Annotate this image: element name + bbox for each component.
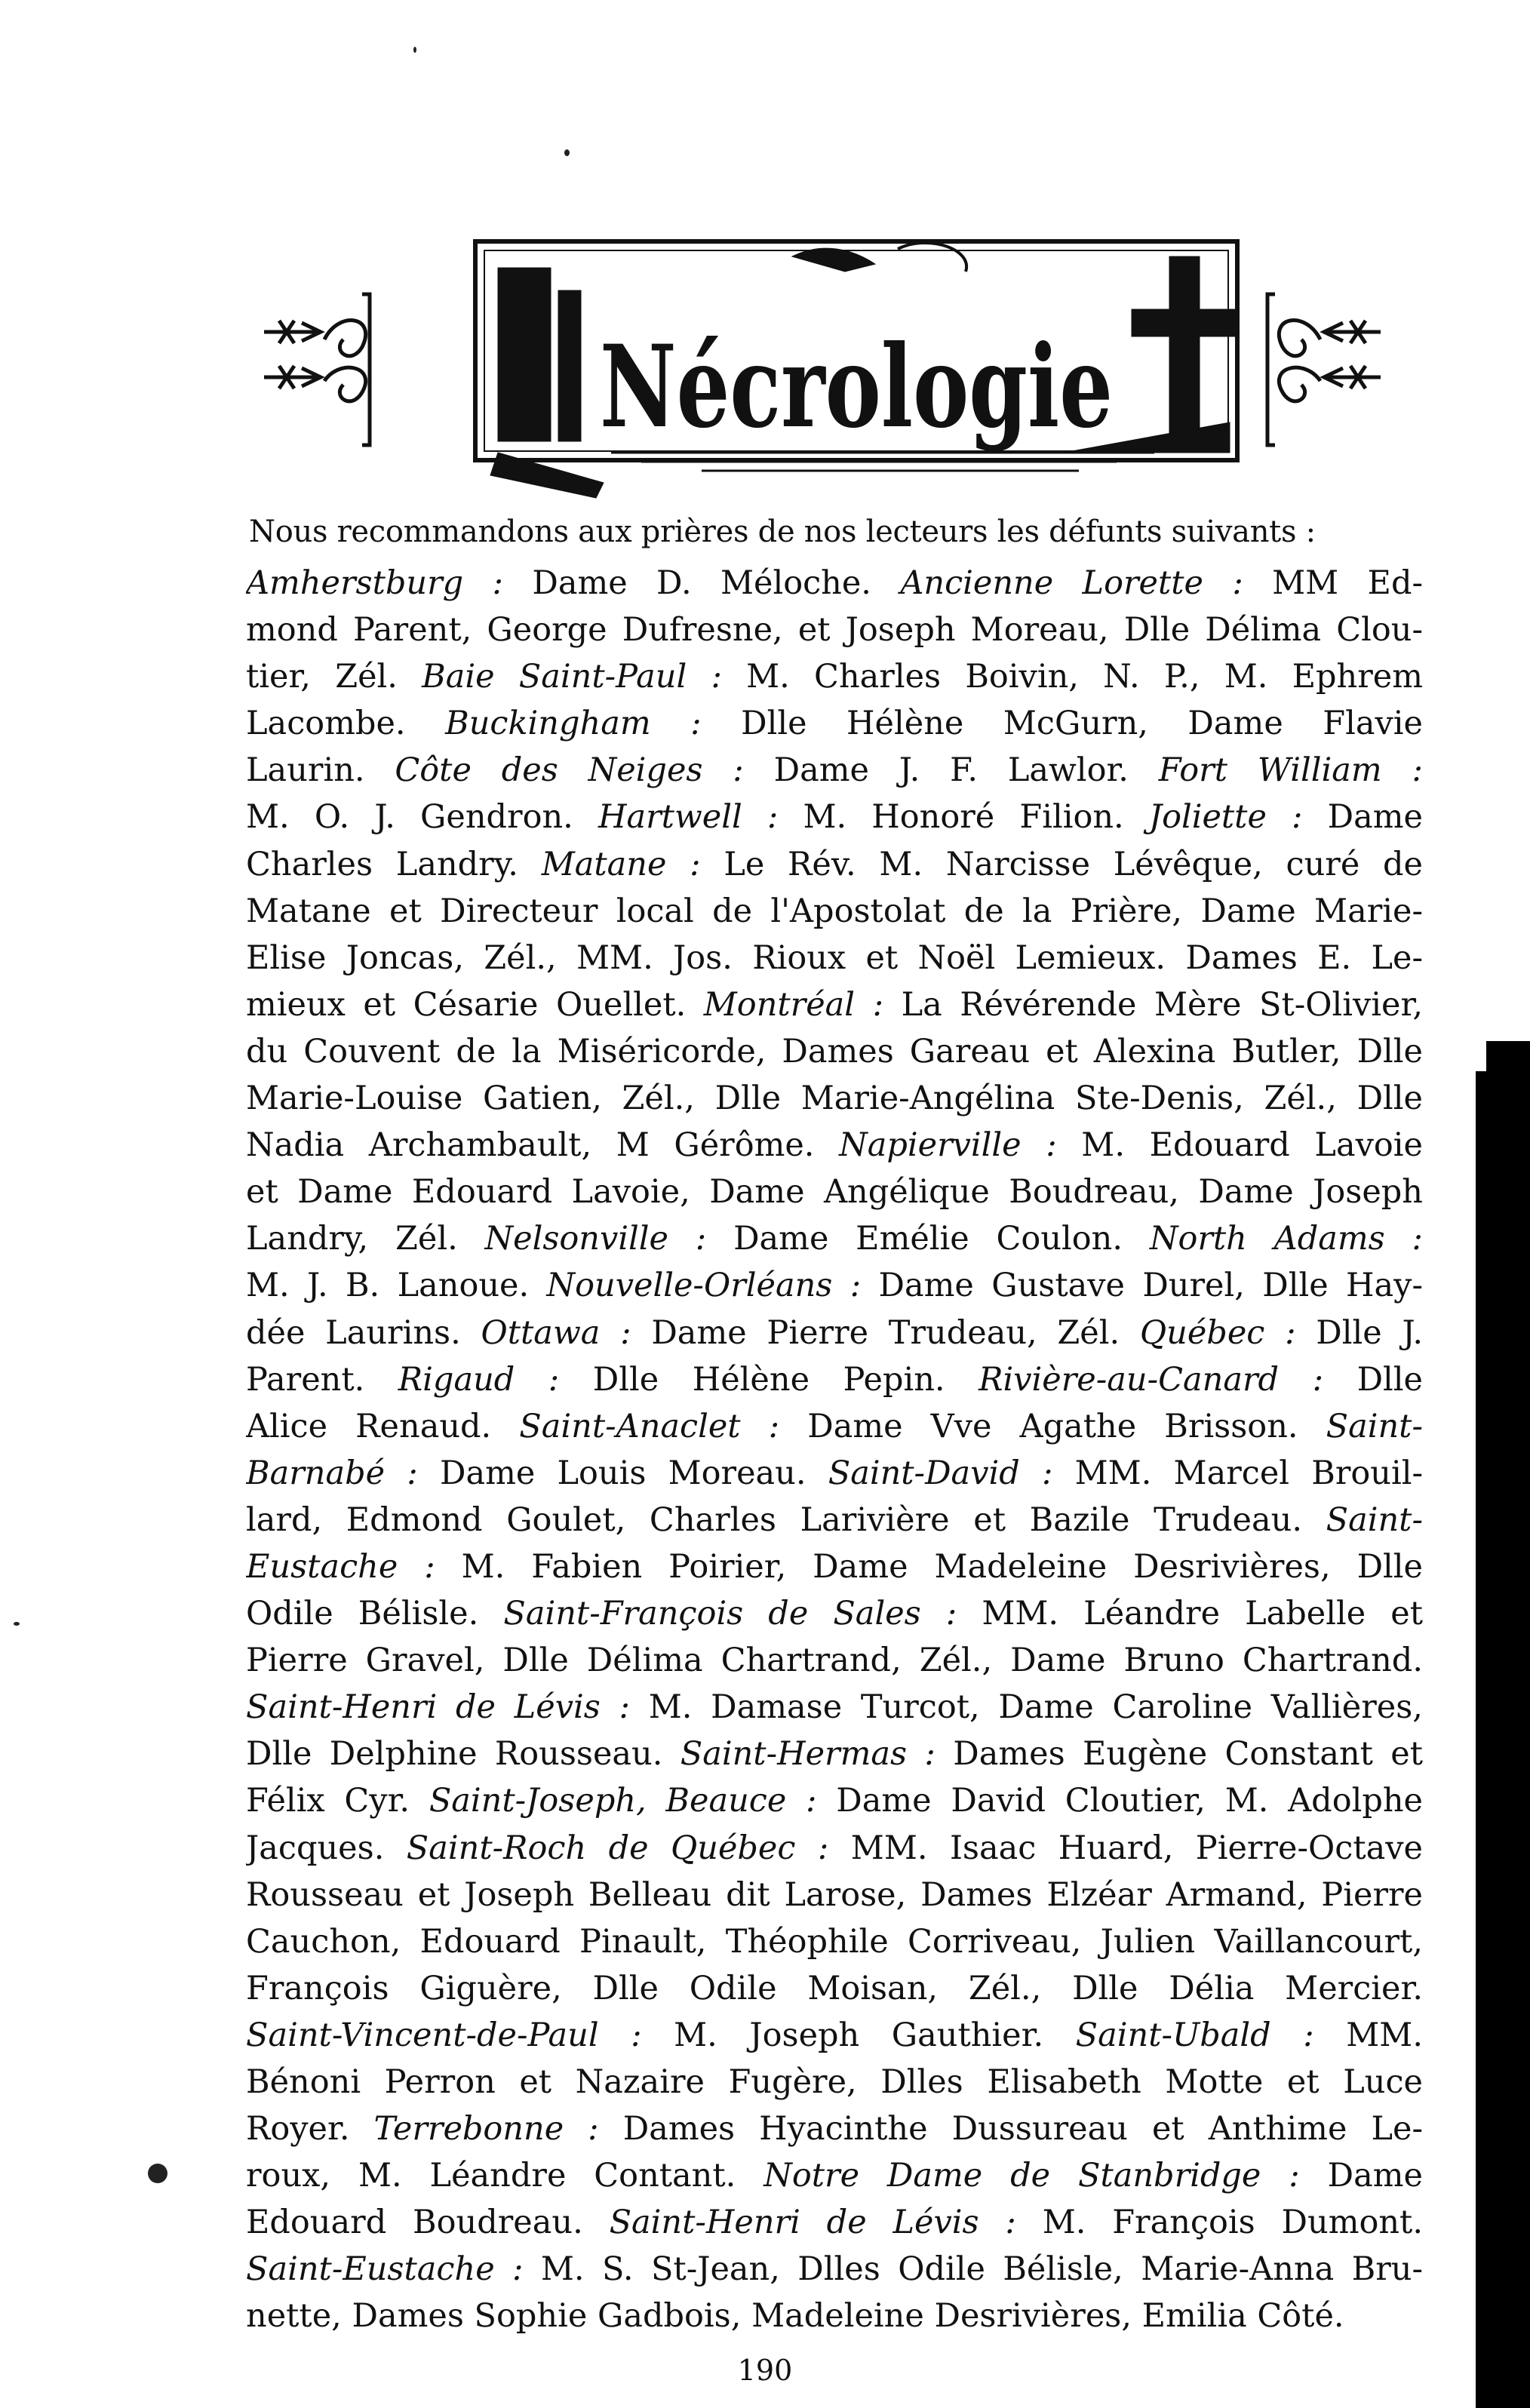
necrologie-banner: [249, 226, 1396, 513]
place-name: Fort William :: [1158, 751, 1423, 790]
text-run: La Révérende Mère St-Olivier,: [883, 985, 1423, 1024]
text-run: nette, Dames Sophie Gadbois, Madeleine Desrivières, Emilia Côté.: [246, 2297, 1344, 2336]
text-line: [246, 2105, 1423, 2152]
place-name: Saint-David :: [828, 1454, 1053, 1492]
text-line: [246, 1356, 1423, 1403]
text-line: [246, 1215, 1423, 1262]
place-name: Nelsonville :: [484, 1220, 707, 1258]
text-run: Pierre Gravel, Dlle Délima Chartrand, Zél., Dame Bruno Chartrand.: [246, 1642, 1423, 1680]
scan-speck: [14, 1622, 20, 1626]
text-line: [246, 653, 1423, 700]
text-line: [246, 2246, 1423, 2293]
text-run: M. Edouard Lavoie: [1056, 1126, 1423, 1165]
text-run: et Dame Edouard Lavoie, Dame Angélique Boudreau, Dame Joseph: [246, 1173, 1423, 1212]
text-line: [246, 981, 1423, 1028]
text-line: [246, 1684, 1423, 1731]
place-name: Côte des Neiges :: [395, 751, 744, 790]
place-name: Saint-: [1326, 1407, 1423, 1445]
text-run: Le Rév. M. Narcisse Lévêque, curé de: [700, 845, 1423, 883]
text-run: M. Fabien Poirier, Dame Madeleine Desrivières, Dlle: [435, 1547, 1423, 1586]
text-run: tier, Zél.: [246, 658, 422, 696]
text-run: Nadia Archambault, M Gérôme.: [246, 1126, 840, 1165]
text-run: M. O. J. Gendron.: [246, 798, 598, 837]
place-name: Joliette :: [1148, 798, 1303, 837]
text-run: M. Joseph Gauthier.: [641, 2016, 1076, 2054]
text-line: [246, 1918, 1423, 1965]
text-run: M. Damase Turcot, Dame Caroline Vallières,: [630, 1688, 1423, 1727]
text-run: Dlle: [1323, 1360, 1423, 1399]
page-number: 190: [737, 2354, 793, 2387]
text-run: MM. Léandre Labelle et: [957, 1595, 1423, 1633]
place-name: Ottawa :: [481, 1313, 631, 1352]
right-flourish-icon: [1267, 294, 1381, 445]
text-run: mieux et Césarie Ouellet.: [246, 985, 704, 1024]
text-run: Dame Gustave Durel, Dlle Hay-: [861, 1267, 1423, 1305]
text-run: MM. Isaac Huard, Pierre-Octave: [828, 1829, 1423, 1867]
text-run: Cauchon, Edouard Pinault, Théophile Corriveau, Julien Vaillancourt,: [246, 1922, 1423, 1961]
text-line: [246, 1825, 1423, 1872]
scan-edge-shadow: [1476, 1071, 1486, 2408]
text-run: M. S. St-Jean, Dlles Odile Bélisle, Marie-Anna Bru-: [523, 2250, 1423, 2289]
place-name: Saint-Roch de Québec :: [406, 1829, 829, 1867]
text-run: M. Honoré Filion.: [778, 798, 1149, 837]
place-name: Saint-Eustache :: [246, 2250, 524, 2289]
text-run: Edouard Boudreau.: [246, 2204, 610, 2242]
text-run: Dame J. F. Lawlor.: [743, 751, 1159, 790]
text-run: Dame Louis Moreau.: [417, 1454, 828, 1492]
scan-speck: [564, 149, 570, 156]
text-line: [246, 607, 1423, 653]
text-line: [246, 747, 1423, 794]
place-name: Montréal :: [703, 985, 884, 1024]
text-run: Jacques.: [246, 1829, 407, 1867]
text-line: [246, 888, 1423, 935]
place-name: Barnabé :: [246, 1454, 418, 1492]
text-line: [246, 1262, 1423, 1309]
text-run: Dlle Delphine Rousseau.: [246, 1735, 681, 1774]
text-run: Dames Hyacinthe Dussureau et Anthime Le-: [598, 2110, 1423, 2148]
place-name: Eustache :: [246, 1547, 435, 1586]
intro-sentence: Nous recommandons aux prières de nos lecteurs les défunts suivants :: [249, 514, 1316, 549]
text-line: [246, 1310, 1423, 1356]
text-run: dée Laurins.: [246, 1313, 481, 1352]
place-name: Notre Dame de Stanbridge :: [763, 2157, 1300, 2195]
text-run: Dlle Hélène Pepin.: [559, 1360, 979, 1399]
text-line: [246, 1403, 1423, 1450]
place-name: Nouvelle-Orléans :: [546, 1267, 862, 1305]
text-line: [246, 1543, 1423, 1590]
place-name: Saint-Henri de Lévis :: [609, 2204, 1016, 2242]
text-line: [246, 1075, 1423, 1122]
text-run: M. François Dumont.: [1015, 2204, 1423, 2242]
text-run: Dlle Hélène McGurn, Dame Flavie: [701, 705, 1423, 743]
text-line: [246, 560, 1423, 607]
text-line: [246, 2012, 1423, 2059]
place-name: Saint-Anaclet :: [519, 1407, 780, 1445]
text-run: Dame Pierre Trudeau, Zél.: [631, 1313, 1140, 1352]
text-run: François Giguère, Dlle Odile Moisan, Zél., Dlle Délia Mercier.: [246, 1969, 1423, 2007]
text-run: mond Parent, George Dufresne, et Joseph Moreau, Dlle Délima Clou-: [246, 611, 1423, 650]
text-run: Odile Bélisle.: [246, 1595, 504, 1633]
text-line: [246, 1122, 1423, 1169]
text-line: [246, 1450, 1423, 1497]
text-run: M. Charles Boivin, N. P., M. Ephrem: [721, 658, 1423, 696]
scan-edge-shadow: [1486, 1041, 1530, 2408]
place-name: Saint-Henri de Lévis :: [246, 1688, 630, 1727]
place-name: North Adams :: [1149, 1220, 1423, 1258]
text-line: [246, 794, 1423, 840]
text-run: Dame: [1299, 2157, 1423, 2195]
text-run: MM. Marcel Brouil-: [1052, 1454, 1423, 1492]
place-name: Amherstburg :: [246, 564, 503, 602]
text-line: [246, 1872, 1423, 1918]
text-line: [246, 1731, 1423, 1777]
place-name: Ancienne Lorette :: [900, 564, 1243, 602]
left-flourish-icon: [264, 294, 370, 445]
text-run: Marie-Louise Gatien, Zél., Dlle Marie-Angélina Ste-Denis, Zél., Dlle: [246, 1080, 1423, 1118]
place-name: Saint-Hermas :: [680, 1735, 936, 1774]
text-run: Royer.: [246, 2110, 374, 2148]
place-name: Saint-Vincent-de-Paul :: [246, 2016, 642, 2054]
text-run: lard, Edmond Goulet, Charles Larivière et Bazile Trudeau.: [246, 1500, 1326, 1539]
place-name: Napierville :: [839, 1126, 1057, 1165]
text-run: Charles Landry.: [246, 845, 542, 883]
text-run: roux, M. Léandre Contant.: [246, 2157, 764, 2195]
text-run: MM Ed-: [1243, 564, 1423, 602]
place-name: Baie Saint-Paul :: [422, 658, 722, 696]
text-line: [246, 2059, 1423, 2105]
text-run: Dames Eugène Constant et: [935, 1735, 1423, 1774]
place-name: Québec :: [1139, 1313, 1296, 1352]
text-line: [246, 1590, 1423, 1637]
place-name: Rivière-au-Canard :: [979, 1360, 1324, 1399]
banner-title: Nécrologie: [600, 321, 1113, 453]
obituary-list: [246, 560, 1423, 2340]
place-name: Saint-: [1326, 1500, 1423, 1539]
place-name: Saint-Ubald :: [1075, 2016, 1314, 2054]
text-run: Landry, Zél.: [246, 1220, 485, 1258]
text-run: Parent.: [246, 1360, 398, 1399]
text-line: [246, 700, 1423, 747]
place-name: Rigaud :: [398, 1360, 560, 1399]
text-line: [246, 1169, 1423, 1215]
text-run: Dame David Cloutier, M. Adolphe: [816, 1782, 1423, 1820]
text-run: Alice Renaud.: [246, 1407, 520, 1445]
text-line: [246, 1777, 1423, 1824]
text-run: Dame: [1302, 798, 1423, 837]
text-run: Dame Emélie Coulon.: [706, 1220, 1150, 1258]
text-line: [246, 2293, 1423, 2339]
place-name: Saint-Joseph, Beauce :: [429, 1782, 817, 1820]
text-run: Rousseau et Joseph Belleau dit Larose, Dames Elzéar Armand, Pierre: [246, 1875, 1423, 1914]
text-run: Elise Joncas, Zél., MM. Jos. Rioux et Noël Lemieux. Dames E. Le-: [246, 938, 1423, 977]
text-run: du Couvent de la Miséricorde, Dames Gareau et Alexina Butler, Dlle: [246, 1032, 1423, 1070]
text-run: Dlle J.: [1295, 1313, 1423, 1352]
text-run: Lacombe.: [246, 705, 446, 743]
place-name: Matane :: [541, 845, 701, 883]
text-run: Dame D. Méloche.: [503, 564, 901, 602]
text-run: M. J. B. Lanoue.: [246, 1267, 547, 1305]
text-line: [246, 1637, 1423, 1684]
bullet-speck: [148, 2164, 167, 2183]
text-line: [246, 1965, 1423, 2012]
text-run: Dame Vve Agathe Brisson.: [779, 1407, 1326, 1445]
text-run: Félix Cyr.: [246, 1782, 429, 1820]
text-run: Laurin.: [246, 751, 395, 790]
text-line: [246, 1028, 1423, 1075]
text-line: [246, 2199, 1423, 2246]
text-line: [246, 935, 1423, 981]
text-line: [246, 841, 1423, 888]
place-name: Buckingham :: [445, 705, 702, 743]
place-name: Hartwell :: [598, 798, 779, 837]
scan-speck: [413, 47, 416, 53]
text-line: [246, 1497, 1423, 1543]
place-name: Saint-François de Sales :: [503, 1595, 957, 1633]
text-line: [246, 2152, 1423, 2199]
place-name: Terrebonne :: [373, 2110, 599, 2148]
text-run: Matane et Directeur local de l'Apostolat de la Prière, Dame Marie-: [246, 892, 1423, 930]
text-run: MM.: [1313, 2016, 1423, 2054]
text-run: Bénoni Perron et Nazaire Fugère, Dlles Elisabeth Motte et Luce: [246, 2063, 1423, 2101]
